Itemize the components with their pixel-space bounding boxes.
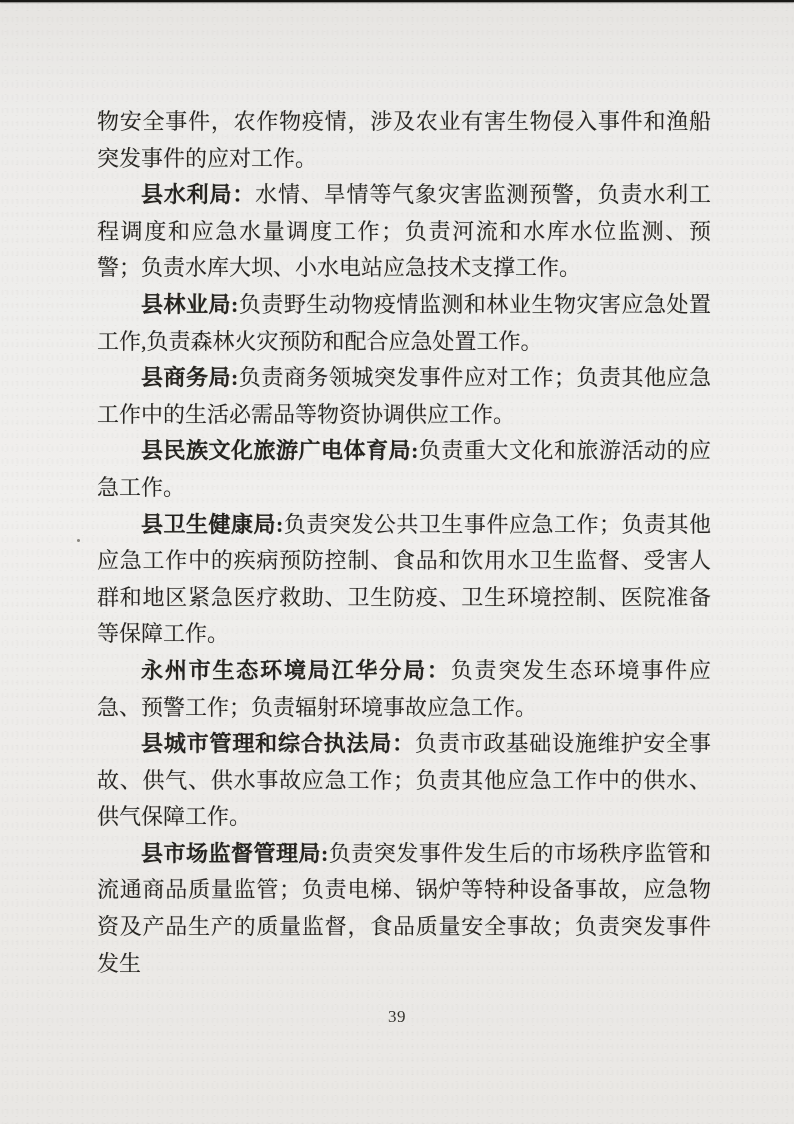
paragraph-culture-tourism-bureau — [97, 433, 711, 506]
paragraph-lead: 永州市生态环境局江华分局： — [141, 657, 451, 683]
paragraph-lead: 县水利局： — [141, 182, 256, 208]
paragraph-text: 物安全事件，农作物疫情，涉及农业有害生物侵入事件和渔船突发事件的应对工作。 — [97, 109, 711, 171]
paragraph-text: 负责商务领城突发事件应对工作；负责其他应急工作中的生活必需品等物资协调供应工作。 — [97, 365, 711, 427]
paragraph-continuation — [97, 104, 711, 177]
paragraph-lead: 县民族文化旅游广电体育局: — [141, 438, 419, 464]
paragraph-text: 负责市政基础设施维护安全事故、供气、供水事故应急工作；负责其他应急工作中的供水、供气保障工作。 — [97, 731, 711, 830]
paragraph-text: 水情、旱情等气象灾害监测预警，负责水利工程调度和应急水量调度工作；负责河流和水库水位监测、预警；负责水库大坝、小水电站应急技术支撑工作。 — [97, 182, 711, 281]
paragraph-lead: 县城市管理和综合执法局： — [141, 731, 415, 757]
paragraph-text: 负责突发生态环境事件应急、预警工作；负责辐射环境事故应急工作。 — [97, 657, 711, 720]
paragraph-ecology-environment-branch — [97, 653, 711, 726]
paragraph-urban-management-bureau — [97, 726, 711, 836]
paragraph-health-bureau — [97, 507, 711, 653]
paragraph-commerce-bureau — [97, 360, 711, 433]
paragraph-lead: 县商务局: — [141, 365, 239, 391]
paragraph-market-supervision-bureau — [97, 836, 711, 982]
paragraph-lead: 县卫生健康局: — [141, 511, 284, 537]
paragraph-lead: 县林业局: — [141, 291, 239, 317]
page-number: 39 — [388, 1007, 406, 1026]
paragraph-text: 负责野生动物疫情监测和林业生物灾害应急处置工作,负责森林火灾预防和配合应急处置工作。 — [97, 291, 711, 354]
paragraph-water-bureau — [97, 177, 711, 287]
scan-speck — [77, 539, 80, 542]
paragraph-forestry-bureau — [97, 287, 711, 360]
document-text-block — [97, 104, 711, 982]
paragraph-text: 负责重大文化和旅游活动的应急工作。 — [97, 438, 711, 500]
scan-artifact-top-edge — [0, 0, 794, 2]
paragraph-lead: 县市场监督管理局: — [141, 840, 329, 866]
paragraph-text: 负责突发公共卫生事件应急工作；负责其他应急工作中的疾病预防控制、食品和饮用水卫生监督、受害人群和地区紧急医疗救助、卫生防疫、卫生环境控制、医院准备等保障工作。 — [97, 511, 711, 647]
paragraph-text: 负责突发事件发生后的市场秩序监管和流通商品质量监管；负责电梯、锅炉等特种设备事故，应急物资及产品生产的质量监督，食品质量安全事故；负责突发事件发生 — [97, 840, 711, 976]
